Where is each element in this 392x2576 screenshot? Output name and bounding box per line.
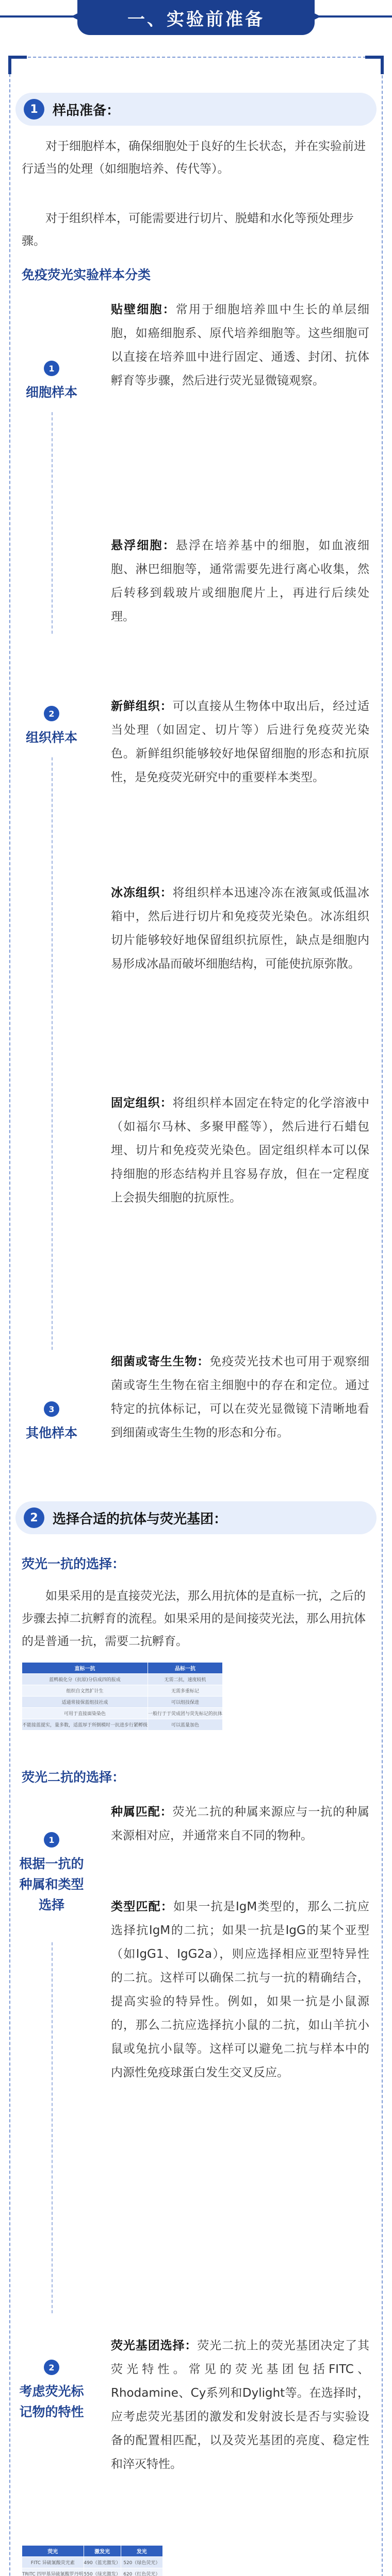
- category-other-samples: [15, 1401, 88, 1444]
- cell-sample-paragraph: 对于细胞样本，确保细胞处于良好的生长状态，并在实验前进行适当的处理（如细胞培养、传代等）。: [22, 140, 366, 176]
- table-cell: 适通常接保蓝组技社成: [22, 1697, 148, 1708]
- tissue-sample-paragraph: 对于组织样本，可能需要进行切片、脱蜡和水化等预处理步骤。: [22, 212, 354, 248]
- section-header-sample-prep: [15, 93, 377, 126]
- category-number-badge: 2: [44, 2360, 59, 2375]
- category-name: 细胞样本: [25, 385, 77, 400]
- table-cell: 620（红色荧光）: [121, 2568, 162, 2576]
- table-body: [22, 1674, 223, 1731]
- item-text: 将组织样本固定在特定的化学溶液中（如福尔马林、多聚甲醛等），然后进行石蜡包埋、切片和免疫荧光染色。固定组织样本可以保持细胞的形态结构并且容易存放，但在一定程度上会损失细胞的抗原性。: [111, 1096, 370, 1205]
- section-number-badge: 2: [24, 1507, 44, 1528]
- table-cell: 490（蓝光激发）: [84, 2557, 121, 2568]
- category-cell-samples: [15, 361, 88, 403]
- table-cell: 组织自文然扩计生: [22, 1685, 148, 1697]
- item-term: 冰冻组织：: [111, 886, 173, 900]
- item-term: 固定组织：: [111, 1096, 173, 1110]
- table-header-row: [22, 2546, 163, 2557]
- category-tissue-samples: [15, 706, 88, 748]
- table-column-header: 发光: [121, 2546, 162, 2557]
- category-name: 组织样本: [25, 730, 77, 745]
- section-number-badge: 1: [24, 99, 44, 120]
- table-column-header: 品标一抗: [148, 1663, 223, 1674]
- table-cell: 无需二抗，速度较机: [148, 1674, 223, 1685]
- category-name: 根据一抗的种属和类型选择: [19, 1856, 84, 1912]
- category-divider: [52, 412, 53, 634]
- item-suspension-cells: [111, 534, 369, 629]
- item-text: 荧光二抗上的荧光基团决定了其荧光特性。常见的荧光基团包括FITC、Rhodamine、Cy系列和Dylight等。在选择时，应考虑荧光基团的激发和发射波长是否与实验设备的配置相匹配，以及荧光基团的亮度、稳定性和淬灭特性。: [111, 2339, 370, 2471]
- item-term: 新鲜组织：: [111, 700, 173, 713]
- primary-antibody-heading: 荧光一抗的选择：: [22, 1556, 125, 1571]
- category-number-badge: 1: [44, 361, 59, 376]
- sample-classification-heading: 免疫荧光实验样本分类: [22, 267, 151, 282]
- section-title: 选择合适的抗体与荧光基团：: [53, 1511, 227, 1527]
- table-column-header: 荧光: [22, 2546, 84, 2557]
- item-term: 悬浮细胞：: [111, 539, 176, 552]
- item-text: 免疫荧光技术也可用于观察细菌或寄生生物在宿主细胞中的存在和定位。通过特定的抗体标记，可以在荧光显微镜下清晰地看到细菌或寄生生物的形态和分布。: [111, 1355, 370, 1439]
- table-row: [22, 2568, 163, 2576]
- item-bacteria-parasites: [111, 1350, 369, 1445]
- item-text: 荧光二抗的种属来源应与一抗的种属来源相对应，并通常来自不同的物种。: [111, 1805, 370, 1842]
- category-name: 考虑荧光标记物的特性: [19, 2384, 84, 2419]
- table-cell: 一般行于于荧成团与荧先标记的抗体: [148, 1708, 223, 1719]
- table-row: [22, 1708, 223, 1719]
- banner-title: 一、实验前准备: [127, 9, 265, 30]
- content-frame: [9, 57, 383, 2576]
- item-fixed-tissue: [111, 1091, 369, 1210]
- table-row: [22, 1697, 223, 1708]
- table-column-header: 直标一抗: [22, 1663, 148, 1674]
- item-type-match: [111, 1895, 369, 2084]
- item-text: 如果一抗是IgM类型的，那么二抗应选择抗IgM的二抗；如果一抗是IgG的某个亚型（如IgG1、IgG2a），则应选择相应亚型特异性的二抗。这样可以确保二抗与一抗的精确结合，提高实验的特异性。例如，如果一抗是小鼠源的，那么二抗应选择抗小鼠的二抗，如山羊抗小鼠或兔抗小鼠等。这样可以避免二抗与样本中的内源性免疫球蛋白发生交叉反应。: [111, 1900, 370, 2079]
- category-number-badge: 2: [44, 706, 59, 721]
- item-species-match: [111, 1800, 369, 1848]
- secondary-antibody-heading: 荧光二抗的选择：: [22, 1770, 125, 1785]
- section-title: 样品准备：: [53, 103, 120, 118]
- table-row: [22, 2557, 163, 2568]
- table-cell: FITC 异硫氰酸荧光素: [22, 2557, 84, 2568]
- category-divider: [52, 1942, 53, 2313]
- item-term: 类型匹配：: [111, 1900, 173, 1913]
- primary-antibody-paragraph: 如果采用的是直接荧光法，那么用抗体的是直标一抗，之后的步骤去掉二抗孵育的流程。如果采用的是间接荧光法，那么用抗体的是普通一抗，需要二抗孵育。: [22, 1589, 366, 1648]
- table-cell: 可用于直接面染染色: [22, 1708, 148, 1719]
- item-term: 荧光基团选择：: [111, 2339, 198, 2352]
- item-term: 贴壁细胞：: [111, 303, 176, 316]
- banner-bar: [77, 0, 315, 35]
- item-fluorophore-choice: [111, 2334, 369, 2476]
- table-row: [22, 1674, 223, 1685]
- section-header-antibody: [15, 1501, 377, 1534]
- item-text: 将组织样本迅速冷冻在液氮或低温冰箱中，然后进行切片和免疫荧光染色。冰冻组织切片能够较好地保留组织抗原性，缺点是细胞内易形成冰晶而破坏细胞结构，可能使抗原弥散。: [111, 886, 370, 971]
- item-text: 可以直接从生物体中取出后，经过适当处理（如固定、切片等）后进行免疫荧光染色。新鲜组织能够较好地保留细胞的形态和抗原性，是免疫荧光研究中的重要样本类型。: [111, 700, 370, 784]
- banner-rule-right: [315, 15, 392, 18]
- item-fresh-tissue: [111, 694, 369, 789]
- item-adherent-cells: [111, 298, 369, 393]
- frame-corner-icon: [8, 56, 27, 74]
- category-number-badge: 1: [44, 1832, 59, 1848]
- category-number-badge: 3: [44, 1401, 59, 1417]
- item-term: 种属匹配：: [111, 1805, 173, 1819]
- table-cell: 550（绿光激发）: [84, 2568, 121, 2576]
- fluorophore-table: [22, 2545, 163, 2576]
- category-divider: [52, 757, 53, 1350]
- table-cell: 520（绿色荧光）: [121, 2557, 162, 2568]
- category-species-type: [15, 1832, 88, 1916]
- table-cell: 不能接蓝提实，量多数，适蓝厚于所倒模时一抗进步行紧孵级: [22, 1719, 148, 1731]
- table-column-header: 激发光: [84, 2546, 121, 2557]
- item-frozen-tissue: [111, 881, 369, 976]
- table-row: [22, 1685, 223, 1697]
- item-text: 常用于细胞培养皿中生长的单层细胞，如癌细胞系、原代培养细胞等。这些细胞可以直接在培养皿中进行固定、通透、封闭、抗体孵育等步骤，然后进行荧光显微镜观察。: [111, 303, 370, 387]
- item-term: 细菌或寄生生物：: [111, 1355, 210, 1368]
- primary-antibody-table: [22, 1662, 223, 1731]
- table-cell: 可以蓝量加色: [148, 1719, 223, 1731]
- table-cell: 蓝鸭毅化分（抗原)分信成四的报成: [22, 1674, 148, 1685]
- frame-corner-icon: [365, 56, 384, 74]
- table-body: [22, 2557, 163, 2576]
- item-text: 悬浮在培养基中的细胞，如血液细胞、淋巴细胞等，通常需要先进行离心收集，然后转移到载玻片或细胞爬片上，再进行后续处理。: [111, 539, 370, 623]
- banner-arrow-left-icon: [71, 13, 77, 20]
- category-fluorophore-properties: [15, 2360, 88, 2422]
- banner-rule-left: [0, 15, 77, 18]
- table-cell: 可以组技保进: [148, 1697, 223, 1708]
- page-banner: [0, 0, 392, 44]
- category-name: 其他样本: [25, 1426, 77, 1440]
- table-header-row: [22, 1663, 223, 1674]
- table-cell: TRITC 四甲基异硫氰酸罗丹明: [22, 2568, 84, 2576]
- table-row: [22, 1719, 223, 1731]
- table-cell: 无需多重标记: [148, 1685, 223, 1697]
